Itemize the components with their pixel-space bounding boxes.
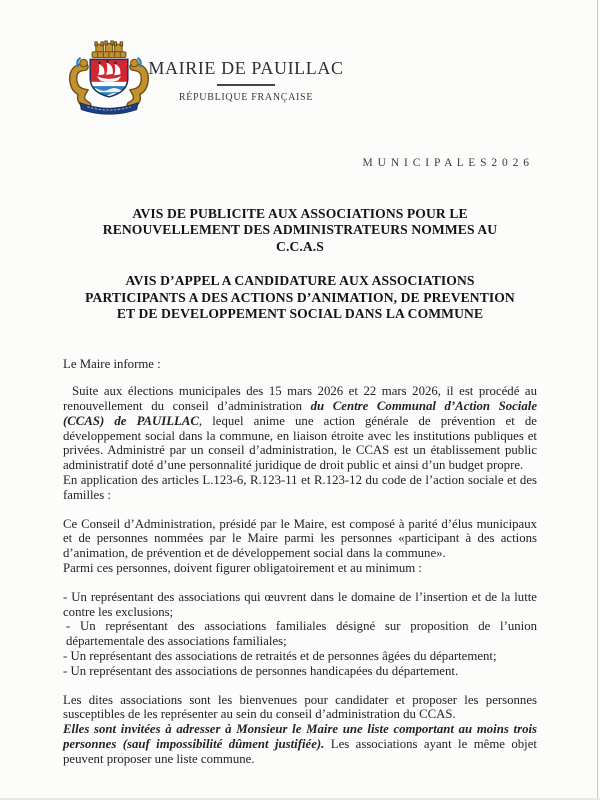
bullet-item: - Un représentant des associations de retraités et de personnes âgées du département; xyxy=(63,648,497,663)
scan-edge xyxy=(597,0,598,800)
bullet-item: - Un représentant des associations familiales désigné sur proposition de l’union départementale des associations familiales; xyxy=(66,619,537,649)
intro-line: Le Maire informe : xyxy=(63,357,161,372)
letterhead-text xyxy=(148,58,344,103)
paragraph-candidature xyxy=(63,693,537,767)
bullet-item: - Un représentant des associations qui œuvrent dans le domaine de l’insertion et de la lutte contre les exclusions; xyxy=(63,589,537,619)
ccas-bold-segment: du Centre Communal d’Action Sociale (CCAS) de PAUILLAC xyxy=(63,399,537,428)
paragraph-text: Les dites associations sont les bienvenues pour candidater et proposer les personnes susceptibles de les représenter au sein du conseil d’administration du CCAS. xyxy=(63,692,537,722)
paragraph-text: Ce Conseil d’Administration, présidé par le Maire, est composé à parité d’élus municipaux et de personnes nommées par le Maire parmi les personnes «participant à des actions d’animation, de prévention et de développement social dans la commune». xyxy=(63,516,537,561)
title-line: RENOUVELLEMENT DES ADMINISTRATEURS NOMMES AU xyxy=(102,222,498,238)
bullet-item: - Un représentant des associations de personnes handicapées du département. xyxy=(63,663,459,678)
org-name: MAIRIE DE PAUILLAC xyxy=(148,58,344,78)
paragraph-conseil xyxy=(63,517,537,576)
bullet-list xyxy=(63,590,537,679)
title-line: PARTICIPANTS A DES ACTIONS D’ANIMATION, DE PREVENTION xyxy=(85,289,515,305)
mural-crown xyxy=(92,41,126,57)
paragraph-text: Les associations ayant le même objet peuvent proposer une liste commune. xyxy=(63,736,537,766)
document-content xyxy=(63,206,537,767)
paragraph-renouvellement xyxy=(63,384,537,502)
pauillac-coat-of-arms-logo xyxy=(62,40,156,120)
document-body xyxy=(63,357,537,766)
paragraph-minimum: Parmi ces personnes, doivent figurer obligatoirement et au minimum : xyxy=(63,561,422,575)
letterhead-divider xyxy=(217,84,275,86)
notice-title-2 xyxy=(63,273,537,322)
title-line: C.C.A.S xyxy=(276,238,324,254)
title-line: ET DE DEVELOPPEMENT SOCIAL DANS LA COMMUNE xyxy=(116,306,484,322)
notice-title-1 xyxy=(63,206,537,255)
title-line: AVIS DE PUBLICITE AUX ASSOCIATIONS POUR LE xyxy=(132,206,468,221)
invitation-bold-segment: Elles sont invitées à adresser à Monsieur le Maire une liste comportant au moins trois personnes (sauf impossibilité dûment justifiée). xyxy=(63,722,537,751)
title-line: AVIS D’APPEL A CANDIDATURE AUX ASSOCIATIONS xyxy=(125,273,475,289)
reference-line: M U N I C I P A L E S 2 0 2 6 xyxy=(362,157,530,169)
paragraph-articles: En application des articles L.123-6, R.123-11 et R.123-12 du code de l’action sociale et des familles : xyxy=(63,473,537,502)
paragraph-text: Suite aux élections municipales des 15 mars 2026 et 22 mars 2026, il est procédé au renouvellement du conseil d’administration xyxy=(63,384,537,414)
paragraph-text: , lequel anime une action générale de prévention et de développement social dans la commune, en liaison étroite avec les institutions publiques et privées. Administré par un conseil d’administration, le CCAS est un établissement public administratif doté d’une personnalité juridique de droit public et ainsi d’un budget propre. xyxy=(63,413,537,473)
shield xyxy=(88,57,129,99)
republique-francaise-label: RÉPUBLIQUE FRANÇAISE xyxy=(178,92,314,103)
